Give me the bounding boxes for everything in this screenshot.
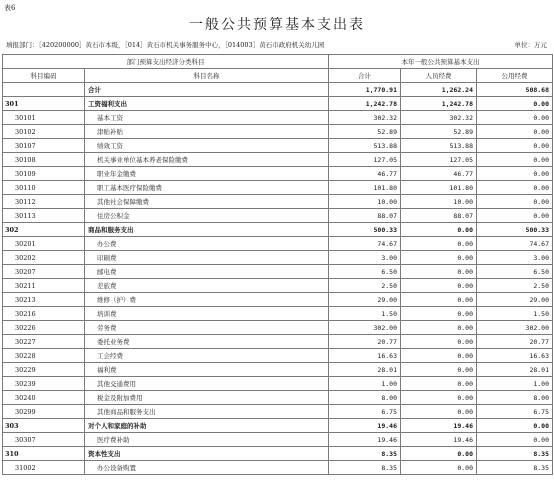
row-code: 30112 (3, 195, 85, 209)
row-name: 绩效工资 (85, 139, 329, 153)
row-total: 20.77 (329, 335, 401, 349)
table-row (3, 153, 553, 167)
table-row (3, 461, 553, 475)
header-econ-classification: 部门预算支出经济分类科目 (3, 55, 329, 69)
row-total: 3.00 (329, 251, 401, 265)
row-total: 2.50 (329, 279, 401, 293)
row-personnel: 0.00 (401, 391, 477, 405)
row-public: 0.00 (477, 111, 553, 125)
row-public: 0.00 (477, 181, 553, 195)
row-personnel: 1,242.78 (401, 97, 477, 111)
row-total: 513.88 (329, 139, 401, 153)
row-code: 30229 (3, 363, 85, 377)
total-row-total: 1,770.91 (329, 83, 401, 97)
row-code: 30102 (3, 125, 85, 139)
row-code: 30109 (3, 167, 85, 181)
row-total: 16.63 (329, 349, 401, 363)
header-code: 科目编码 (3, 69, 85, 83)
header-total: 合计 (329, 69, 401, 83)
row-code: 30299 (3, 405, 85, 419)
row-code: 30110 (3, 181, 85, 195)
row-public: 16.63 (477, 349, 553, 363)
row-personnel: 46.77 (401, 167, 477, 181)
row-code: 30228 (3, 349, 85, 363)
row-total: 8.35 (329, 447, 401, 461)
row-name: 对个人和家庭的补助 (85, 419, 329, 433)
row-total: 6.50 (329, 265, 401, 279)
row-name: 职业年金缴费 (85, 167, 329, 181)
row-personnel: 0.00 (401, 293, 477, 307)
row-name: 职工基本医疗保险缴费 (85, 181, 329, 195)
row-personnel: 19.46 (401, 433, 477, 447)
row-personnel: 0.00 (401, 363, 477, 377)
row-name: 其他商品和服务支出 (85, 405, 329, 419)
row-code: 30307 (3, 433, 85, 447)
row-public: 0.00 (477, 139, 553, 153)
row-public: 8.35 (477, 447, 553, 461)
row-code: 30107 (3, 139, 85, 153)
row-public: 0.00 (477, 167, 553, 181)
row-public: 302.00 (477, 321, 553, 335)
row-name: 办公费 (85, 237, 329, 251)
header-personnel: 人员经费 (401, 69, 477, 83)
table-number-tag: 表6 (4, 4, 16, 12)
row-name: 机关事业单位基本养老保险缴费 (85, 153, 329, 167)
table-row (3, 405, 553, 419)
row-name: 委托业务费 (85, 335, 329, 349)
table-row (3, 363, 553, 377)
row-total: 29.00 (329, 293, 401, 307)
total-row-personnel: 1,262.24 (401, 83, 477, 97)
row-code: 30239 (3, 377, 85, 391)
row-code: 301 (3, 97, 85, 111)
table-row (3, 419, 553, 433)
row-total: 8.00 (329, 391, 401, 405)
row-name: 邮电费 (85, 265, 329, 279)
row-code: 30207 (3, 265, 85, 279)
table-row (3, 433, 553, 447)
row-personnel: 0.00 (401, 237, 477, 251)
row-name: 基本工资 (85, 111, 329, 125)
row-total: 88.07 (329, 209, 401, 223)
table-row (3, 349, 553, 363)
table-row (3, 307, 553, 321)
row-personnel: 19.46 (401, 419, 477, 433)
row-public: 28.01 (477, 363, 553, 377)
row-name: 其他社会保障缴费 (85, 195, 329, 209)
row-personnel: 0.00 (401, 251, 477, 265)
table-row (3, 279, 553, 293)
row-personnel: 513.88 (401, 139, 477, 153)
row-public: 74.67 (477, 237, 553, 251)
row-code: 30108 (3, 153, 85, 167)
page-title: 一般公共预算基本支出表 (189, 17, 365, 33)
row-personnel: 0.00 (401, 349, 477, 363)
row-public: 500.33 (477, 223, 553, 237)
row-total: 1.50 (329, 307, 401, 321)
row-total: 19.46 (329, 419, 401, 433)
row-name: 福利费 (85, 363, 329, 377)
row-code: 30216 (3, 307, 85, 321)
row-total: 46.77 (329, 167, 401, 181)
row-public: 0.00 (477, 195, 553, 209)
table-row (3, 377, 553, 391)
row-total: 19.46 (329, 433, 401, 447)
row-name: 培训费 (85, 307, 329, 321)
table-row (3, 391, 553, 405)
row-personnel: 0.00 (401, 279, 477, 293)
table-meta-line (6, 40, 547, 50)
table-row (3, 167, 553, 181)
row-total: 52.89 (329, 125, 401, 139)
row-code: 303 (3, 419, 85, 433)
total-row-code (3, 83, 85, 97)
row-personnel: 0.00 (401, 377, 477, 391)
row-code: 30113 (3, 209, 85, 223)
row-total: 500.33 (329, 223, 401, 237)
row-public: 0.00 (477, 419, 553, 433)
row-public: 6.50 (477, 265, 553, 279)
row-public: 0.00 (477, 433, 553, 447)
row-public: 29.00 (477, 293, 553, 307)
budget-expenditure-table (2, 54, 553, 475)
row-total: 28.01 (329, 363, 401, 377)
row-name: 医疗费补助 (85, 433, 329, 447)
table-row (3, 321, 553, 335)
table-row (3, 251, 553, 265)
table-row (3, 265, 553, 279)
reporting-department: 填报部门：［420200000］黄石市本级，［014］黄石市机关事务服务中心，［014003］黄石市政府机关幼儿园 (6, 41, 325, 49)
table-row (3, 195, 553, 209)
table-row (3, 237, 553, 251)
row-name: 其他交通费用 (85, 377, 329, 391)
row-public: 8.00 (477, 391, 553, 405)
row-code: 302 (3, 223, 85, 237)
row-code: 30211 (3, 279, 85, 293)
row-public: 20.77 (477, 335, 553, 349)
row-personnel: 101.80 (401, 181, 477, 195)
table-row (3, 139, 553, 153)
row-code: 30226 (3, 321, 85, 335)
row-name: 印刷费 (85, 251, 329, 265)
row-public: 0.00 (477, 209, 553, 223)
row-total: 74.67 (329, 237, 401, 251)
row-name: 商品和服务支出 (85, 223, 329, 237)
row-personnel: 10.00 (401, 195, 477, 209)
header-row-groups (3, 55, 553, 69)
row-name: 住房公积金 (85, 209, 329, 223)
row-public: 0.00 (477, 153, 553, 167)
row-personnel: 0.00 (401, 307, 477, 321)
row-public: 2.50 (477, 279, 553, 293)
table-row (3, 209, 553, 223)
header-budget-group: 本年一般公共预算基本支出 (329, 55, 553, 69)
row-total: 10.00 (329, 195, 401, 209)
row-personnel: 0.00 (401, 405, 477, 419)
row-name: 税金及附加费用 (85, 391, 329, 405)
row-total: 1.00 (329, 377, 401, 391)
row-total: 302.32 (329, 111, 401, 125)
currency-unit: 单位：万元 (514, 41, 547, 49)
row-code: 30202 (3, 251, 85, 265)
total-row (3, 83, 553, 97)
row-total: 6.75 (329, 405, 401, 419)
row-personnel: 0.00 (401, 265, 477, 279)
row-personnel: 0.00 (401, 223, 477, 237)
row-personnel: 302.32 (401, 111, 477, 125)
row-name: 工会经费 (85, 349, 329, 363)
row-code: 30227 (3, 335, 85, 349)
row-personnel: 0.00 (401, 321, 477, 335)
row-public: 3.00 (477, 251, 553, 265)
table-row (3, 181, 553, 195)
table-row (3, 447, 553, 461)
row-personnel: 0.00 (401, 447, 477, 461)
header-name: 科目名称 (85, 69, 329, 83)
row-personnel: 88.07 (401, 209, 477, 223)
row-code: 30201 (3, 237, 85, 251)
header-public: 公用经费 (477, 69, 553, 83)
row-code: 31002 (3, 461, 85, 475)
total-row-public: 508.68 (477, 83, 553, 97)
table-row (3, 111, 553, 125)
table-row (3, 97, 553, 111)
row-public: 1.00 (477, 377, 553, 391)
row-code: 30213 (3, 293, 85, 307)
row-total: 127.05 (329, 153, 401, 167)
row-personnel: 0.00 (401, 461, 477, 475)
row-total: 302.00 (329, 321, 401, 335)
table-row (3, 223, 553, 237)
row-name: 差旅费 (85, 279, 329, 293)
row-public: 8.35 (477, 461, 553, 475)
table-row (3, 125, 553, 139)
row-name: 工资福利支出 (85, 97, 329, 111)
row-code: 30240 (3, 391, 85, 405)
row-name: 办公设备购置 (85, 461, 329, 475)
row-name: 津贴补贴 (85, 125, 329, 139)
row-personnel: 0.00 (401, 335, 477, 349)
row-name: 资本性支出 (85, 447, 329, 461)
row-total: 1,242.78 (329, 97, 401, 111)
row-total: 8.35 (329, 461, 401, 475)
header-row-columns (3, 69, 553, 83)
row-name: 维修（护）费 (85, 293, 329, 307)
table-row (3, 293, 553, 307)
row-code: 30101 (3, 111, 85, 125)
row-public: 0.00 (477, 97, 553, 111)
row-total: 101.80 (329, 181, 401, 195)
table-row (3, 335, 553, 349)
row-personnel: 127.05 (401, 153, 477, 167)
row-personnel: 52.89 (401, 125, 477, 139)
row-public: 0.00 (477, 125, 553, 139)
total-row-name: 合计 (85, 83, 329, 97)
row-public: 6.75 (477, 405, 553, 419)
row-code: 310 (3, 447, 85, 461)
row-public: 1.50 (477, 307, 553, 321)
row-name: 劳务费 (85, 321, 329, 335)
